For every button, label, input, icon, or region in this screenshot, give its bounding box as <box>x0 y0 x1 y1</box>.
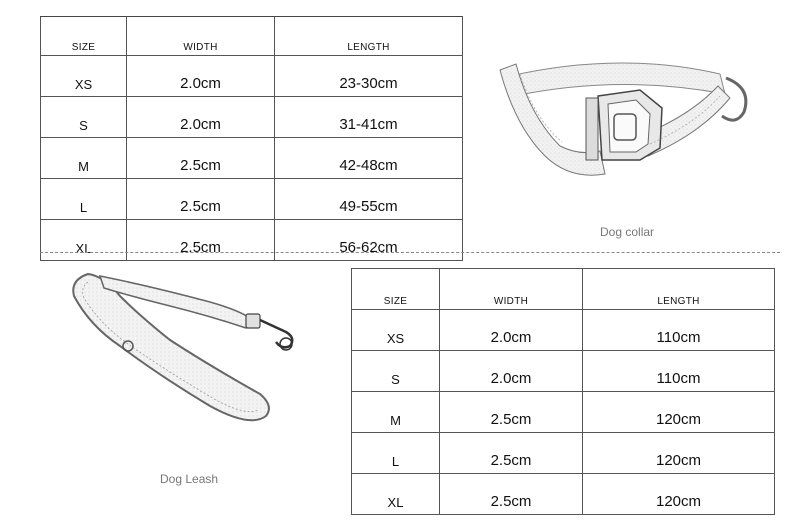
width-cell: 2.0cm <box>440 351 583 392</box>
table-row <box>41 97 463 138</box>
buckle-icon <box>598 90 662 160</box>
length-cell: 120cm <box>583 433 775 474</box>
table-row <box>41 179 463 220</box>
length-cell: 110cm <box>583 310 775 351</box>
dog-collar-caption: Dog collar <box>600 225 655 239</box>
length-cell: 120cm <box>583 392 775 433</box>
dog-collar-illustration <box>490 56 760 206</box>
size-cell: S <box>352 351 440 392</box>
table-row <box>352 433 775 474</box>
size-cell: XS <box>352 310 440 351</box>
width-cell: 2.5cm <box>440 474 583 515</box>
size-cell: M <box>352 392 440 433</box>
length-cell: 120cm <box>583 474 775 515</box>
length-cell: 23-30cm <box>275 56 463 97</box>
width-cell: 2.0cm <box>127 97 275 138</box>
width-cell: 2.0cm <box>127 56 275 97</box>
size-cell: M <box>41 138 127 179</box>
table-row <box>352 310 775 351</box>
width-cell: 2.5cm <box>127 138 275 179</box>
table-row <box>352 392 775 433</box>
width-cell: 2.0cm <box>440 310 583 351</box>
table-row <box>352 474 775 515</box>
size-cell: XL <box>41 220 127 261</box>
table-header-row <box>352 269 775 310</box>
table-row <box>352 351 775 392</box>
header-size: SIZE <box>352 269 440 310</box>
width-cell: 2.5cm <box>127 179 275 220</box>
size-cell: L <box>352 433 440 474</box>
size-cell: S <box>41 97 127 138</box>
header-length: LENGTH <box>583 269 775 310</box>
length-cell: 42-48cm <box>275 138 463 179</box>
dog-leash-caption: Dog Leash <box>160 472 219 486</box>
table-row <box>41 220 463 261</box>
table-row <box>41 56 463 97</box>
table-row <box>41 138 463 179</box>
length-cell: 31-41cm <box>275 97 463 138</box>
length-cell: 49-55cm <box>275 179 463 220</box>
size-cell: L <box>41 179 127 220</box>
leash-size-table <box>351 268 775 515</box>
clasp-icon <box>246 314 292 350</box>
size-cell: XL <box>352 474 440 515</box>
length-cell: 110cm <box>583 351 775 392</box>
length-cell: 56-62cm <box>275 220 463 261</box>
header-width: WIDTH <box>127 17 275 56</box>
collar-size-table <box>40 16 463 261</box>
section-divider <box>40 252 780 253</box>
header-size: SIZE <box>41 17 127 56</box>
width-cell: 2.5cm <box>127 220 275 261</box>
width-cell: 2.5cm <box>440 392 583 433</box>
dog-leash-illustration <box>60 266 310 446</box>
table-header-row <box>41 17 463 56</box>
header-length: LENGTH <box>275 17 463 56</box>
width-cell: 2.5cm <box>440 433 583 474</box>
header-width: WIDTH <box>440 269 583 310</box>
size-cell: XS <box>41 56 127 97</box>
